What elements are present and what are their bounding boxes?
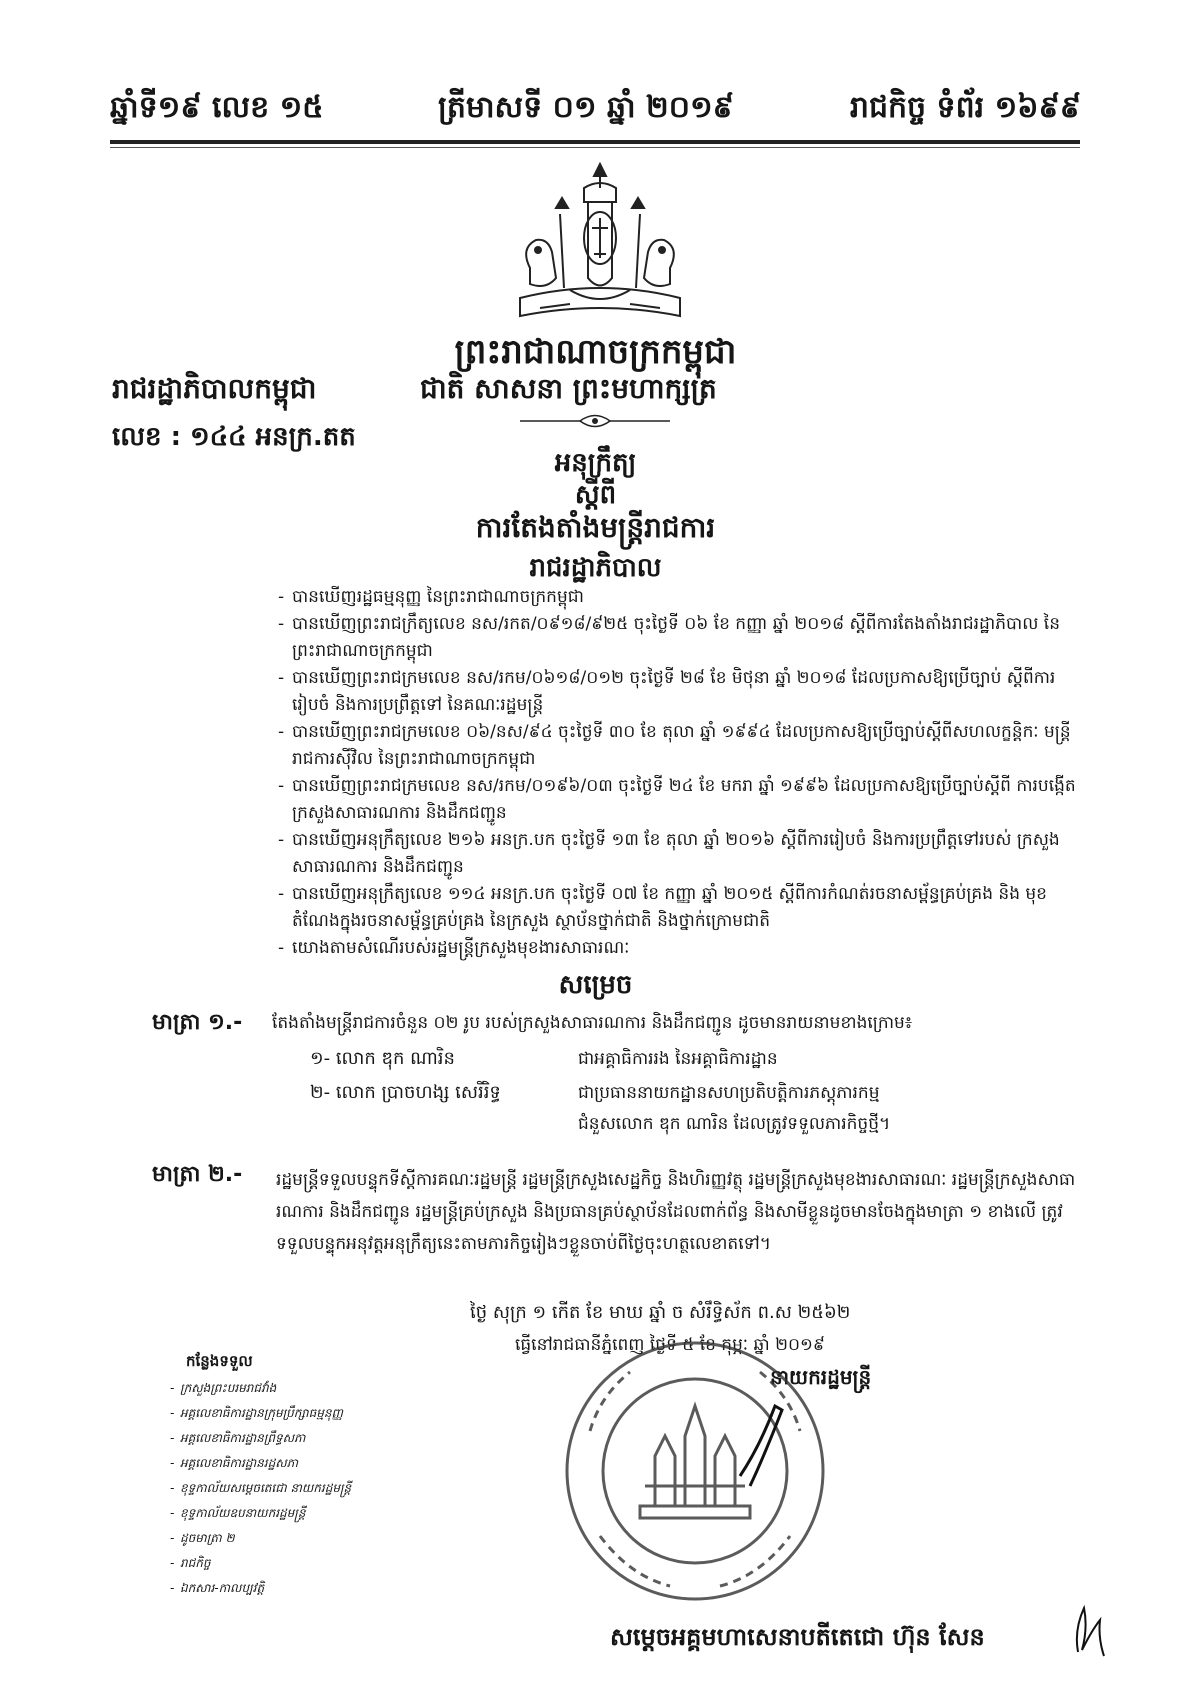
reference-item: - យោងតាមសំណើរបស់រដ្ឋមន្ត្រីក្រសួងមុខងារសាធារណៈ xyxy=(278,935,1078,962)
header-rule xyxy=(110,140,1080,144)
appointee-post: ជាប្រធាននាយកដ្ឋានសហប្រតិបត្តិការភស្តុភារកម្ម xyxy=(578,1083,880,1103)
lunar-date: ថ្ងៃ សុក្រ ១ កើត ខែ មាឃ ឆ្នាំ ច សំរឹទ្ធិស័ក ព.ស ២៥៦២ xyxy=(470,1302,851,1323)
kingdom-name: ព្រះរាជាណាចក្រកម្ពុជា xyxy=(454,332,737,372)
signatory-title: នាយករដ្ឋមន្ត្រី xyxy=(770,1365,872,1389)
reference-item: - បានឃើញព្រះរាជក្រឹត្យលេខ នស/រកត/០៩១៨/៩២៥ ចុះថ្ងៃទី ០៦ ខែ កញ្ញា ឆ្នាំ ២០១៨ ស្តីពីការតែងតាំងរាជរដ្ឋាភិបាល នៃព្រះរាជាណាចក្រកម្ពុជា xyxy=(278,611,1078,665)
recipient-item: - ឯកសារ-កាលប្បវត្តិ xyxy=(170,1576,410,1601)
recipient-item: - អគ្គលេខាធិការដ្ឋានរដ្ឋសភា xyxy=(170,1451,410,1476)
appointee-post: ជាអគ្គាធិការរង នៃអគ្គាធិការដ្ឋាន xyxy=(578,1049,778,1069)
recipient-item: - រាជកិច្ច xyxy=(170,1551,410,1576)
government-name: រាជរដ្ឋាភិបាលកម្ពុជា xyxy=(112,372,317,405)
reference-item: - បានឃើញព្រះរាជក្រមលេខ ០៦/នស/៩៤ ចុះថ្ងៃទី ៣០ ខែ តុលា ឆ្នាំ ១៩៩៤ ដែលប្រកាសឱ្យប្រើច្បាប់ស្ដីពីសហលក្ខន្តិកៈ មន្ត្រីរាជការស៊ីវិល នៃព្រះរាជាណាចក្រកម្ពុជា xyxy=(278,719,1078,773)
decision-heading: សម្រេច xyxy=(558,970,633,1000)
appointee-post-note: ជំនួសលោក ឌុក ណារិន ដែលត្រូវទទួលភារកិច្ចថ្មី។ xyxy=(578,1114,891,1134)
decree-number: លេខ : ១៤៤ អនក្រ.តត xyxy=(112,422,356,452)
doc-type: អនុក្រឹត្យ xyxy=(554,448,637,478)
reference-list xyxy=(278,584,1078,962)
doc-about: ស្ដីពី xyxy=(574,480,617,510)
header-rule-thin xyxy=(110,147,1080,148)
reference-item: - បានឃើញអនុក្រឹត្យលេខ ១១៤ អនក្រ.បក ចុះថ្ងៃទី ០៧ ខែ កញ្ញា ឆ្នាំ ២០១៥ ស្តីពីការកំណត់រចនាសម្ព័ន្ធគ្រប់គ្រង និង មុខតំណែងក្នុងរចនាសម្ព័ន្ធគ្រប់គ្រង នៃក្រសួង ស្ថាប័នថ្នាក់ជាតិ និងថ្នាក់ក្រោមជាតិ xyxy=(278,881,1078,935)
recipient-item: - ខុទ្ទកាល័យសម្តេចតេជោ នាយករដ្ឋមន្ត្រី xyxy=(170,1476,410,1501)
signature-icon xyxy=(1070,1600,1110,1660)
article-1-label: មាត្រា ១.- xyxy=(152,1010,243,1035)
doc-subject: ការតែងតាំងមន្ត្រីរាជការ xyxy=(475,511,716,544)
solar-date: ធ្វើនៅរាជធានីភ្នំពេញ ថ្ងៃទី ៥ ខែ កុម្ភៈ ឆ្នាំ ២០១៩ xyxy=(515,1335,825,1355)
article-1-text: តែងតាំងមន្ត្រីរាជការចំនួន ០២ រូប របស់ក្រសួងសាធារណការ និងដឹកជញ្ជូន ដូចមានរាយនាមខាងក្រោម៖ xyxy=(272,1013,913,1033)
reference-item: - បានឃើញព្រះរាជក្រមលេខ នស/រកម/០១៩៦/០៣ ចុះថ្ងៃទី ២៤ ខែ មករា ឆ្នាំ ១៩៩៦ ដែលប្រកាសឱ្យប្រើច្បាប់ស្ដីពី ការបង្កើតក្រសួងសាធារណការ និងដឹកជញ្ជូន xyxy=(278,773,1078,827)
recipient-item: - អគ្គលេខាធិការដ្ឋានក្រុមប្រឹក្សាធម្មនុញ្ញ xyxy=(170,1401,410,1426)
recipient-list xyxy=(170,1376,410,1601)
doc-issuer: រាជរដ្ឋាភិបាល xyxy=(529,553,662,583)
recipient-item: - ខុទ្ទកាល័យឧបនាយករដ្ឋមន្ត្រី xyxy=(170,1501,410,1526)
appointee-name: ១- លោក ឌុក ណារិន xyxy=(310,1048,455,1069)
divider-ornament-icon xyxy=(520,412,670,430)
reference-item: - បានឃើញអនុក្រឹត្យលេខ ២១៦ អនក្រ.បក ចុះថ្ងៃទី ១៣ ខែ តុលា ឆ្នាំ ២០១៦ ស្តីពីការរៀបចំ និងការប្រព្រឹត្តទៅរបស់ ក្រសួងសាធារណការ និងដឹកជញ្ជូន xyxy=(278,827,1078,881)
gazette-year-issue: ឆ្នាំទី១៩ លេខ ១៥ xyxy=(110,90,324,125)
gazette-page: រាជកិច្ច ទំព័រ ១៦៩៩ xyxy=(849,90,1081,125)
recipients-title: កន្លែងទទួល xyxy=(186,1352,253,1370)
official-seal-icon xyxy=(560,1336,830,1606)
royal-emblem-icon xyxy=(500,158,700,333)
article-2-text: រដ្ឋមន្ត្រីទទួលបន្ទុកទីស្តីការគណៈរដ្ឋមន្ត្រី រដ្ឋមន្ត្រីក្រសួងសេដ្ឋកិច្ច និងហិរញ្ញវត្ថុ រដ្ឋមន្ត្រីក្រសួងមុខងារសាធារណៈ រដ្ឋមន្ត្រីក្រសួងសាធារណការ និងដឹកជញ្ជូន រដ្ឋមន្ត្រីគ្រប់ក្រសួង និងប្រធានគ្រប់ស្ថាប័នដែលពាក់ព័ន្ធ និងសាមីខ្លួនដូចមានចែងក្នុងមាត្រា ១ ខាងលើ ត្រូវទទួលបន្ទុកអនុវត្តអនុក្រឹត្យនេះតាមភារកិច្ចរៀងៗខ្លួនចាប់ពីថ្ងៃចុះហត្ថលេខាតទៅ។ xyxy=(276,1170,1076,1254)
reference-item: - បានឃើញរដ្ឋធម្មនុញ្ញ នៃព្រះរាជាណាចក្រកម្ពុជា xyxy=(278,584,1078,611)
signatory-name: សម្តេចអគ្គមហាសេនាបតីតេជោ ហ៊ុន សែន xyxy=(610,1623,985,1651)
national-motto: ជាតិ សាសនា ព្រះមហាក្សត្រ xyxy=(420,372,717,405)
recipient-item: - ក្រសួងព្រះបរមរាជវាំង xyxy=(170,1376,410,1401)
appointee-name: ២- លោក ប្រាចហង្ស សេរីរិទ្ធ xyxy=(310,1082,501,1103)
recipient-item: - អគ្គលេខាធិការដ្ឋានព្រឹទ្ធសភា xyxy=(170,1426,410,1451)
gazette-date: ត្រីមាសទី ០១ ឆ្នាំ ២០១៩ xyxy=(438,90,734,125)
reference-item: - បានឃើញព្រះរាជក្រមលេខ នស/រកម/០៦១៨/០១២ ចុះថ្ងៃទី ២៨ ខែ មិថុនា ឆ្នាំ ២០១៨ ដែលប្រកាសឱ្យប្រើច្បាប់ ស្តីពីការរៀបចំ និងការប្រព្រឹត្តទៅ នៃគណៈរដ្ឋមន្ត្រី xyxy=(278,665,1078,719)
article-2-label: មាត្រា ២.- xyxy=(152,1162,243,1187)
recipient-item: - ដូចមាត្រា ២ xyxy=(170,1526,410,1551)
